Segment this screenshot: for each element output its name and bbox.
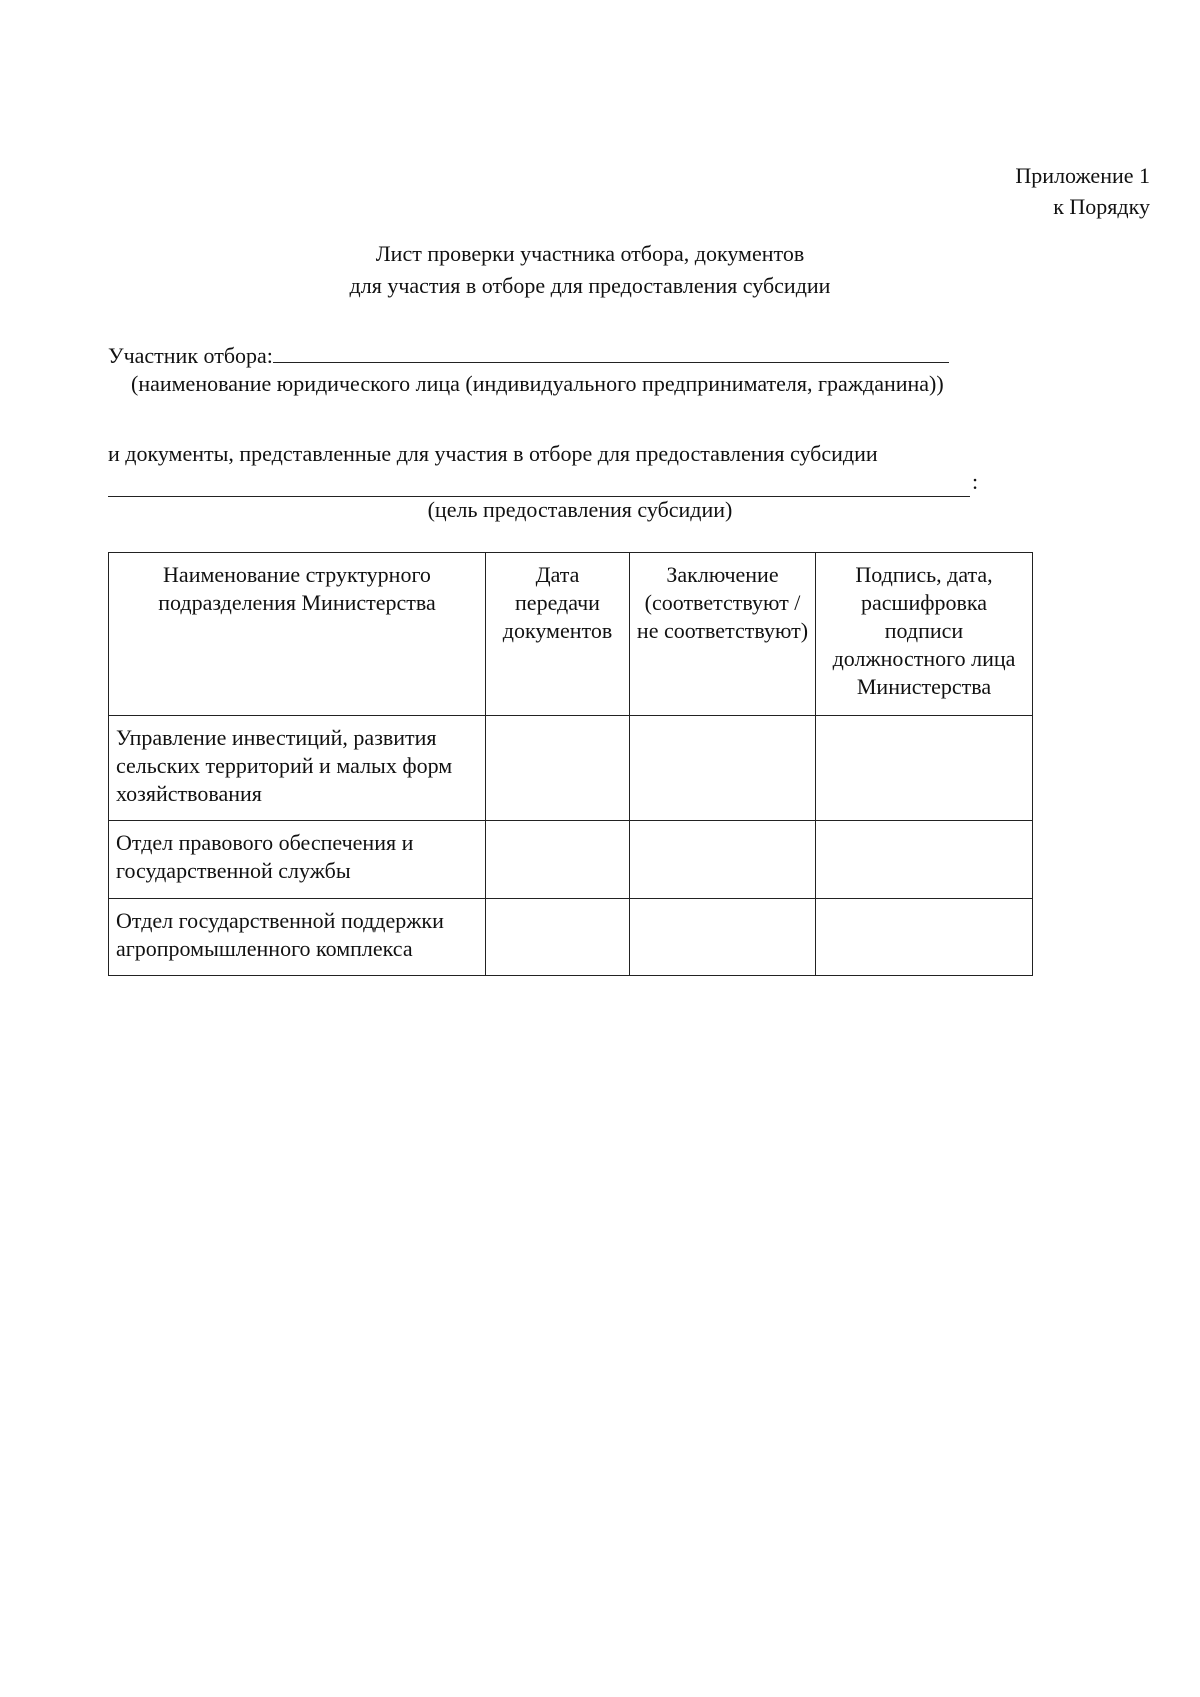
title-line-2: для участия в отборе для предоставления субсидии	[349, 273, 831, 298]
subsidy-purpose-hint: (цель предоставления субсидии)	[427, 497, 733, 522]
department-name: Отдел правового обеспечения и государственной службы	[109, 821, 486, 899]
participant-label: Участник отбора:	[108, 343, 273, 368]
check-table	[108, 552, 1033, 976]
appendix-number: Приложение 1	[1015, 163, 1150, 188]
conclusion-cell[interactable]	[630, 716, 816, 821]
header-signature: Подпись, дата, расшифровка подписи должностного лица Министерства	[816, 553, 1033, 716]
department-name: Управление инвестиций, развития сельских территорий и малых форм хозяйствования	[109, 716, 486, 821]
documents-colon: :	[972, 469, 979, 494]
signature-cell[interactable]	[816, 716, 1033, 821]
conclusion-cell[interactable]	[630, 821, 816, 899]
conclusion-cell[interactable]	[630, 899, 816, 976]
transfer-date-cell[interactable]	[486, 899, 630, 976]
table-row	[109, 716, 1033, 821]
signature-cell[interactable]	[816, 821, 1033, 899]
document-title	[0, 238, 1180, 302]
header-conclusion: Заключение (соответствуют / не соответствуют)	[630, 553, 816, 716]
appendix-reference	[1015, 160, 1150, 222]
title-line-1: Лист проверки участника отбора, документов	[375, 241, 805, 266]
table-header-row	[109, 553, 1033, 716]
transfer-date-cell[interactable]	[486, 821, 630, 899]
participant-blank-field[interactable]	[273, 342, 949, 363]
header-transfer-date: Дата передачи документов	[486, 553, 630, 716]
department-name: Отдел государственной поддержки агропромышленного комплекса	[109, 899, 486, 976]
table-row	[109, 821, 1033, 899]
transfer-date-cell[interactable]	[486, 716, 630, 821]
participant-hint: (наименование юридического лица (индивидуального предпринимателя, гражданина))	[131, 371, 944, 396]
signature-cell[interactable]	[816, 899, 1033, 976]
header-department: Наименование структурного подразделения Министерства	[109, 553, 486, 716]
appendix-order: к Порядку	[1053, 194, 1150, 219]
table-row	[109, 899, 1033, 976]
subsidy-purpose-blank-field[interactable]	[108, 470, 970, 497]
participant-row	[108, 342, 949, 370]
documents-text: и документы, представленные для участия в отборе для предоставления субсидии	[108, 441, 878, 466]
